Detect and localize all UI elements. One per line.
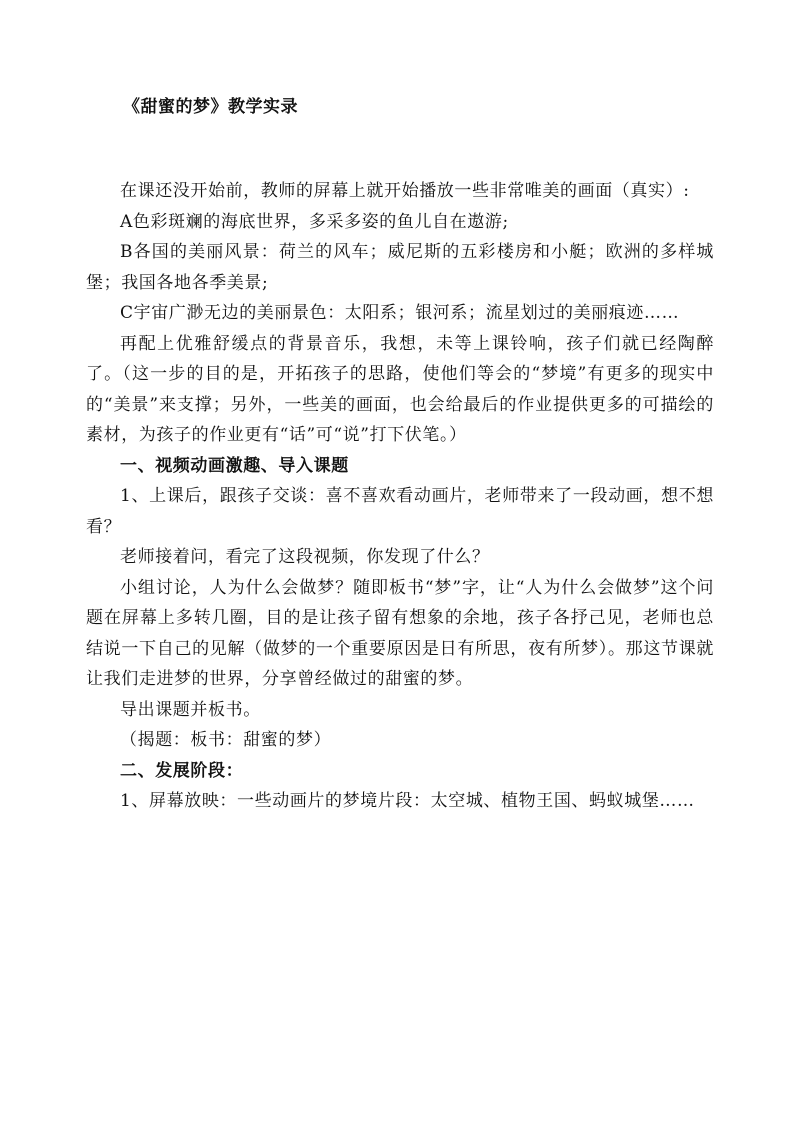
paragraph-scene-a: A色彩斑斓的海底世界，多采多姿的鱼儿自在遨游;: [120, 211, 509, 232]
paragraph-scene-b: B各国的美丽风景：荷兰的风车；威尼斯的五彩楼房和小艇；欧洲的多样城堡；我国各地各季美景;: [86, 242, 714, 293]
paragraph-intro: 在课还没开始前，教师的屏幕上就开始播放一些非常唯美的画面（真实）:: [120, 181, 690, 201]
section-heading-1: 一、视频动画激趣、导入课题: [120, 455, 349, 476]
paragraph-group-discussion: 小组讨论，人为什么会做梦？随即板书“梦”字，让“人为什么会做梦”这个问题在屏幕上多转几圈，目的是让孩子留有想象的余地，孩子各抒己见，老师也总结说一下自己的见解（做梦的一个重要原因是日有所思，夜有所梦）。那这节课就让我们走进梦的世界，分享曾经做过的甜蜜的梦。: [86, 577, 714, 689]
paragraph-teacher-question: 老师接着问，看完了这段视频，你发现了什么？: [120, 547, 490, 567]
paragraph-topic-reveal: （揭题：板书：甜蜜的梦）: [120, 730, 332, 750]
paragraph-screen-show: 1、屏幕放映：一些动画片的梦境片段：太空城、植物王国、蚂蚁城堡……: [120, 791, 695, 811]
paragraph-music: 再配上优雅舒缓点的背景音乐，我想，未等上课铃响，孩子们就已经陶醉了。（这一步的目的是，开拓孩子的思路，使他们等会的“梦境”有更多的现实中的“美景”来支撑；另外，一些美的画面，也会给最后的作业提供更多的可描绘的素材，为孩子的作业更有“话”可“说”打下伏笔。）: [86, 333, 714, 445]
paragraph-class-start: 1、上课后，跟孩子交谈：喜不喜欢看动画片，老师带来了一段动画，想不想看？: [86, 486, 714, 537]
paragraph-scene-c: C宇宙广渺无边的美丽景色：太阳系；银河系；流星划过的美丽痕迹……: [120, 303, 680, 323]
paragraph-topic-intro: 导出课题并板书。: [120, 699, 261, 720]
document-body: [86, 176, 714, 817]
section-heading-2: 二、发展阶段：: [120, 760, 244, 781]
document-title: 《甜蜜的梦》教学实录: [123, 97, 298, 117]
